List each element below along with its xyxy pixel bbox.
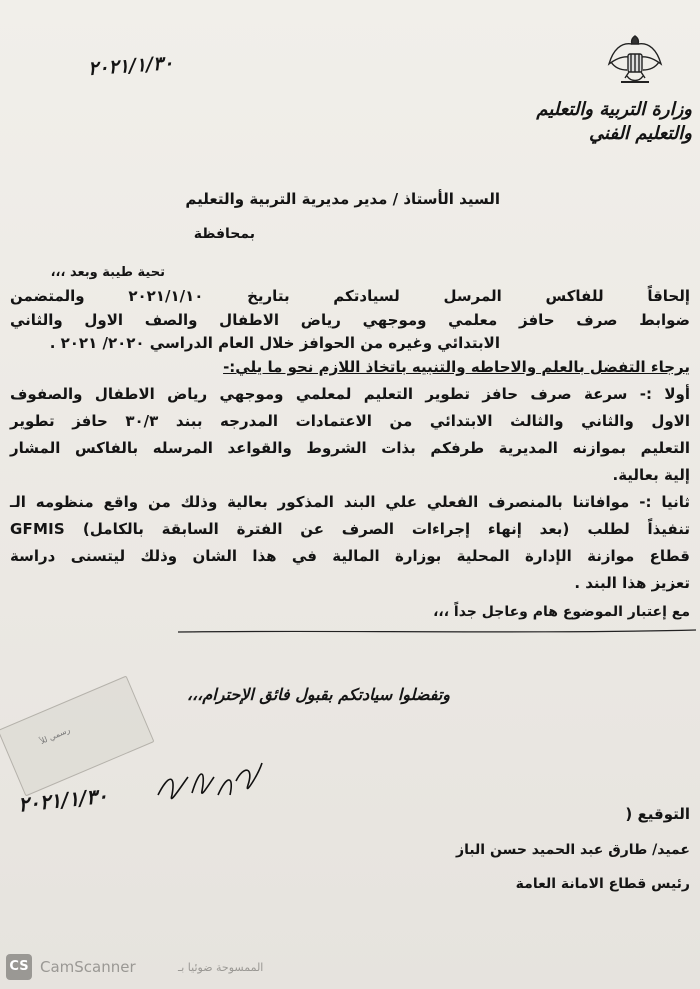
handwritten-date-top: ٢٠٢١/١/٣٠: [87, 52, 174, 80]
closing-line: وتفضلوا سيادتكم بقبول فائق الإحترام،،،: [186, 685, 450, 704]
camscanner-watermark: [0, 948, 700, 989]
first-point-line-1: أولا :- سرعة صرف حافز تطوير التعليم لمعلمي وموجهي رياض الاطفال والصفوف: [10, 385, 690, 403]
signatory-title: رئيس قطاع الامانة العامة: [515, 876, 690, 892]
governorate-line: بمحافظة: [193, 226, 255, 242]
camscanner-name: CamScanner: [40, 958, 136, 976]
signature-label: التوقيع (: [625, 805, 690, 823]
signatory-name: عميد/ طارق عبد الحميد حسن الباز: [456, 842, 690, 858]
addressee-line: السيد الأستاذ / مدير مديرية التربية والتعليم: [185, 190, 500, 208]
urgent-underline: [178, 620, 696, 640]
urgent-note: مع إعتبار الموضوع هام وعاجل جداً ،،،: [433, 604, 690, 620]
first-point-line-4: إلية بعالية.: [612, 466, 690, 484]
request-line: يرجاء التفضل بالعلم والاحاطه والتنبيه باتخاذ اللازم نحو ما يلي:-: [223, 358, 690, 376]
first-point-line-3: التعليم بموازنه المديرية طرفكم بذات الشروط والقواعد المرسله بالفاكس المشار: [10, 439, 690, 457]
greeting-line: تحية طيبة وبعد ،،،: [50, 265, 165, 280]
second-point-line-2: GFMIS (بعد إنهاء إجراءات الصرف عن الفترة السابقة بالكامل) تنفيذاً لطلب: [10, 520, 690, 538]
second-point-line-3: قطاع موازنة الإدارة المحلية بوزارة المالية في هذا الشان وذلك ليتسنى دراسة: [10, 547, 690, 565]
ministry-line-1: وزارة التربية والتعليم: [536, 99, 692, 120]
intro-line-2: ضوابط صرف حافز معلمي وموجهي رياض الاطفال والصف الاول والثاني: [10, 311, 690, 329]
camscanner-logo-icon: CS: [6, 954, 32, 980]
stamp-text: رسمي للأ: [38, 725, 72, 746]
official-stamp: [0, 676, 155, 797]
second-point-line-1: ثانيا :- موافاتنا بالمنصرف الفعلي علي البند المذكور بعالية وذلك من واقع منظومه الـ: [10, 493, 690, 511]
handwritten-signature-icon: [148, 755, 268, 815]
handwritten-date-bottom: ٢٠٢١/١/٣٠: [16, 783, 109, 817]
camscanner-arabic-caption: الممسوحة ضوئيا بـ: [178, 961, 264, 974]
intro-line-1: إلحاقاً للفاكس المرسل لسيادتكم بتاريخ ٢٠٢١/١/١٠ والمتضمن: [10, 287, 690, 305]
ministry-header: [536, 98, 692, 146]
egypt-eagle-emblem-icon: [605, 30, 665, 92]
second-point-line-4: تعزيز هذا البند .: [574, 574, 690, 592]
intro-line-3: الابتدائي وغيره من الحوافز خلال العام الدراسي ٢٠٢٠/ ٢٠٢١ .: [49, 334, 500, 352]
ministry-line-2: والتعليم الفني: [589, 123, 692, 144]
first-point-line-2: الاول والثاني والثالث الابتدائي من الاعتمادات المدرجه ببند ٣٠/٣ حافز تطوير: [10, 412, 690, 430]
